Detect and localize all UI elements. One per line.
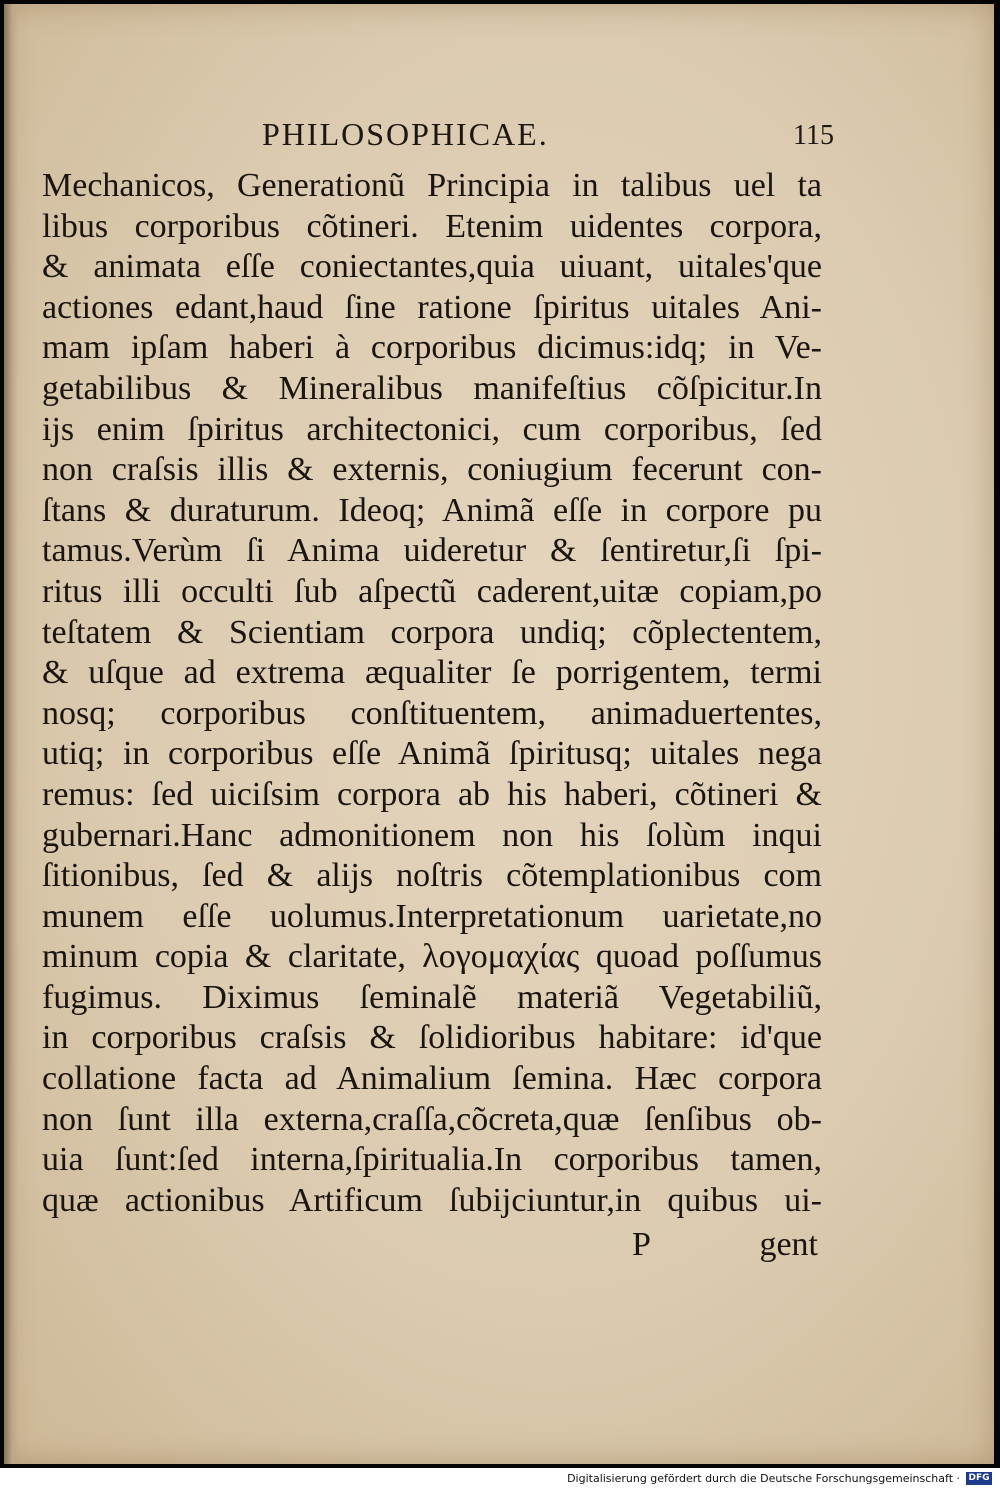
text-line: libus corporibus cõtineri. Etenim uidentes corpora, [42,207,822,245]
text-line: & animata eſſe coniectantes,quia uiuant, uitales'que [42,248,822,286]
running-title: PHILOSOPHICAE. [262,116,549,152]
text-line: gubernari.Hanc admonitionem non his ſolùm inqui [42,816,822,854]
text-line: munem eſſe uolumus.Interpretationum uarietate,no [42,897,822,935]
book-page [4,4,994,1464]
digitization-footer [0,1468,1000,1490]
text-line: ſtans & duraturum. Ideoq; Animã eſſe in corpore pu [42,491,822,529]
text-line: quæ actionibus Artificum ſubijciuntur,in quibus ui- [42,1181,822,1219]
text-line: minum copia & claritate, λογομαχίας quoad poſſumus [42,938,822,976]
text-line: collatione facta ad Animalium ſemina. Hæc corpora [42,1060,822,1098]
text-line: remus: ſed uiciſsim corpora ab his haberi, cõtineri & [42,775,822,813]
dfg-logo: DFG [966,1472,992,1485]
page-number: 115 [793,120,834,151]
text-line: fugimus. Diximus ſeminalẽ materiã Vegetabiliũ, [42,978,822,1016]
page-header [4,116,994,166]
text-line: ritus illi occulti ſub aſpectũ caderent,uitæ copiam,po [42,572,822,610]
text-line: Mechanicos, Generationũ Principia in talibus uel ta [42,167,822,204]
text-line: actiones edant,haud ſine ratione ſpiritus uitales Ani- [42,288,822,326]
catchword: gent [759,1226,818,1263]
text-line: & uſque ad extrema æqualiter ſe porrigentem, termi [42,654,822,692]
text-line: teſtatem & Scientiam corpora undiq; cõplectentem, [42,613,822,651]
page-binding-edge [4,4,18,1464]
text-line: ijs enim ſpiritus architectonici, cum corporibus, ſed [42,410,822,448]
text-line: ſitionibus, ſed & alijs noſtris cõtemplationibus com [42,857,822,895]
signature-mark: P [632,1226,651,1263]
text-line: getabilibus & Mineralibus manifeſtius cõſpicitur.In [42,369,822,407]
text-line: utiq; in corporibus eſſe Animã ſpiritusq; uitales nega [42,735,822,773]
text-line: uia ſunt:ſed interna,ſpiritualia.In corporibus tamen, [42,1141,822,1179]
funding-credit: Digitalisierung gefördert durch die Deutsche Forschungsgemeinschaft · [567,1472,960,1485]
page-foot-line [42,1226,822,1270]
text-line: non craſsis illis & externis, coniugium fecerunt con- [42,451,822,489]
text-line: nosq; corporibus conſtituentem, animaduertentes, [42,694,822,732]
body-text [42,166,822,1221]
text-line: non ſunt illa externa,craſſa,cõcreta,quæ ſenſibus ob- [42,1100,822,1138]
text-line: tamus.Verùm ſi Anima uideretur & ſentiretur,ſi ſpi- [42,532,822,570]
text-line: mam ipſam haberi à corporibus dicimus:idq; in Ve- [42,329,822,367]
text-line: in corporibus craſsis & ſolidioribus habitare: id'que [42,1019,822,1057]
